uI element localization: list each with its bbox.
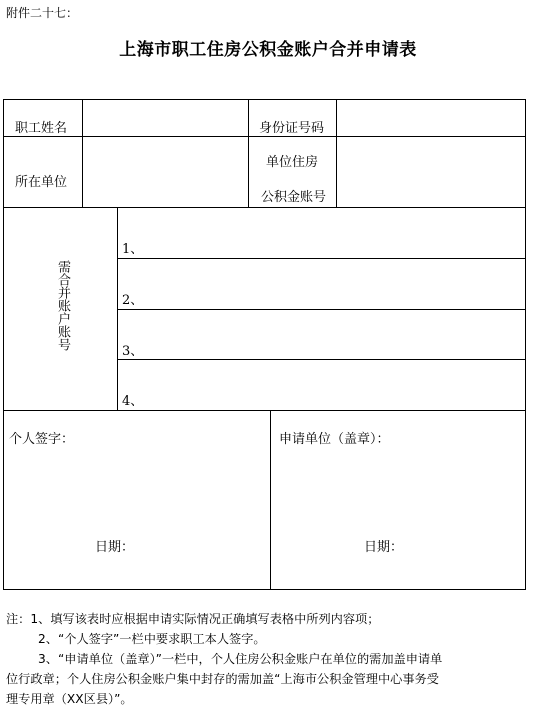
account-row-number: 1、 <box>122 242 144 257</box>
note-line: 2、“个人签字”一栏中要求职工本人签字。 <box>38 632 266 646</box>
table-border-right <box>525 99 526 590</box>
note-line: 理专用章（XX区县）”。 <box>6 692 133 706</box>
row-divider <box>117 309 526 310</box>
personal-signature-label: 个人签字： <box>9 432 75 447</box>
row-divider <box>117 258 526 259</box>
signature-date-label: 日期： <box>95 540 135 555</box>
employer-account-label: 公积金账号 <box>261 190 327 205</box>
note-line: 3、“申请单位（盖章）”一栏中，个人住房公积金账户在单位的需加盖申请单 <box>38 652 443 666</box>
employee-name-label: 职工姓名 <box>15 121 68 136</box>
attachment-label: 附件二十七： <box>6 6 79 20</box>
employer-label: 所在单位 <box>15 175 68 190</box>
col-divider <box>117 207 118 411</box>
id-number-label: 身份证号码 <box>259 121 325 136</box>
page-title: 上海市职工住房公积金账户合并申请表 <box>119 40 417 60</box>
account-row-number: 2、 <box>122 293 144 308</box>
col-divider <box>248 99 249 208</box>
note-line: 位行政章；个人住房公积金账户集中封存的需加盖“上海市公积金管理中心事务受 <box>6 672 439 686</box>
note-line: 注：1、填写该表时应根据申请实际情况正确填写表格中所列内容项； <box>6 612 380 626</box>
col-divider <box>82 99 83 208</box>
account-row-number: 3、 <box>122 344 144 359</box>
table-border-bottom <box>3 589 526 590</box>
form-notes <box>6 609 526 709</box>
table-border-left <box>3 99 4 590</box>
row-divider <box>3 410 526 411</box>
employer-account-label: 单位住房 <box>266 155 319 170</box>
col-divider <box>336 99 337 208</box>
merge-accounts-label: 需合并账户账号 <box>55 260 70 351</box>
col-divider <box>270 410 271 590</box>
account-row-number: 4、 <box>122 394 144 409</box>
applicant-unit-label: 申请单位（盖章）： <box>279 432 390 447</box>
row-divider <box>117 359 526 360</box>
stamp-date-label: 日期： <box>364 540 404 555</box>
